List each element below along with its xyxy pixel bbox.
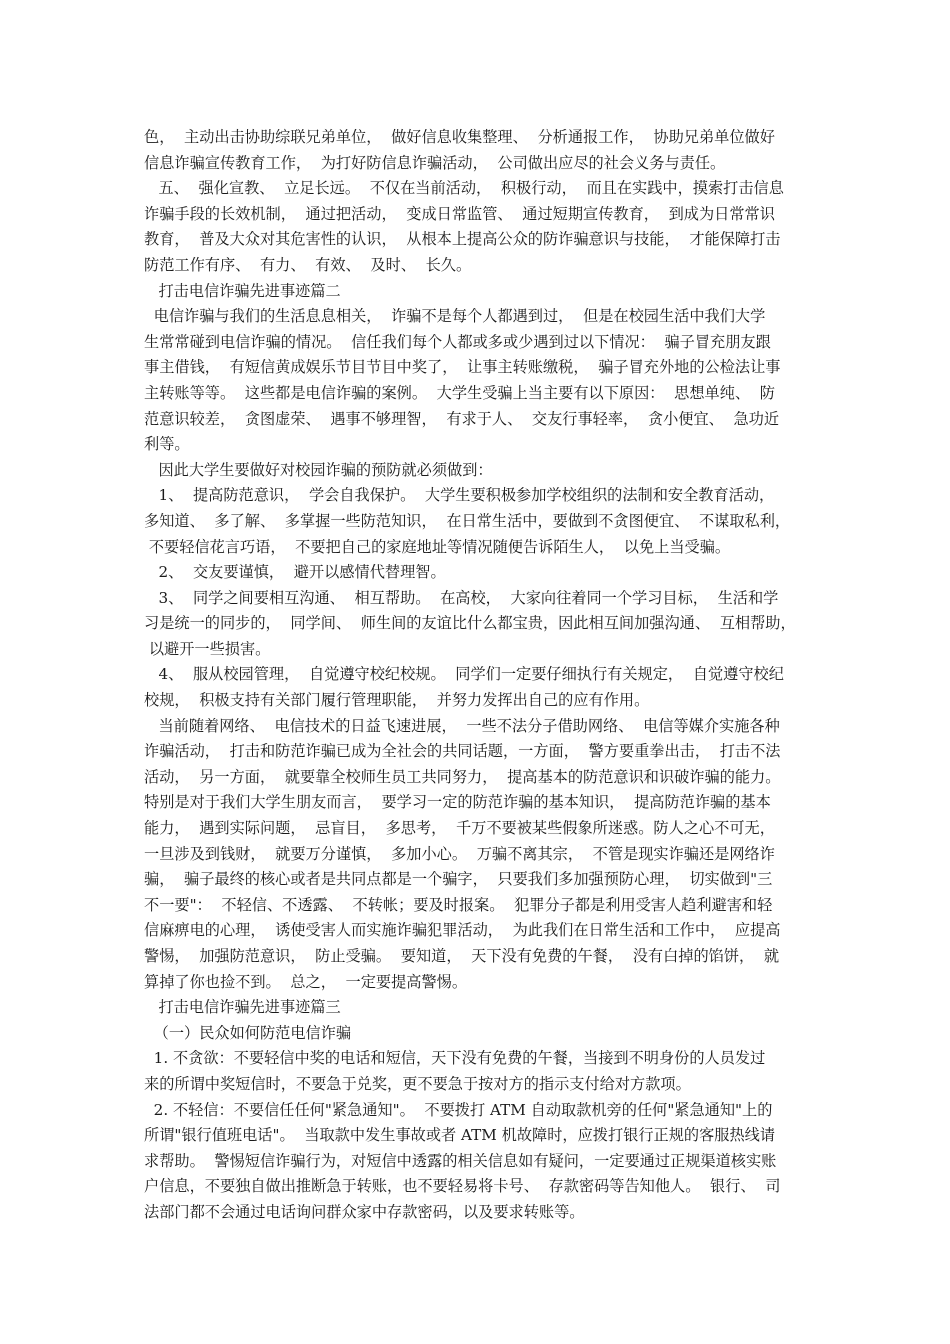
text-line: 来的所谓中奖短信时，不要急于兑奖，更不要急于按对方的指示支付给对方款项。 [144, 1074, 691, 1093]
text-line: 4、 服从校园管理， 自觉遵守校纪校规。 同学们一定要仔细执行有关规定， 自觉遵守校纪 [144, 665, 784, 684]
text-line: 法部门都不会通过电话询问群众家中存款密码，以及要求转账等。 [144, 1202, 585, 1221]
text-line: 户信息，不要独自做出推断急于转账，也不要轻易将卡号、 存款密码等告知他人。 银行、 司 [144, 1177, 781, 1196]
text-line: 信息诈骗宣传教育工作， 为打好防信息诈骗活动， 公司做出应尽的社会义务与责任。 [144, 153, 726, 172]
text-line: 多知道、 多了解、 多掌握一些防范知识， 在日常生活中，要做到不贪图便宜、 不谋取私利， [144, 511, 791, 530]
text-line: 五、 强化宣教、 立足长远。 不仅在当前活动， 积极行动， 而且在实践中，摸索打击信息 [144, 179, 784, 198]
text-line: 校规， 积极支持有关部门履行管理职能， 并努力发挥出自己的应有作用。 [144, 691, 650, 710]
text-line: 算掉了你也捡不到。 总之， 一定要提高警惕。 [144, 972, 468, 991]
document-page [144, 125, 812, 1226]
text-line: 习是统一的同步的， 同学间、 师生间的友谊比什么都宝贵，因此相互间加强沟通、 互相帮助， [144, 614, 796, 633]
text-line: 主转账等等。 这些都是电信诈骗的案例。 大学生受骗上当主要有以下原因： 思想单纯、 防 [144, 383, 775, 402]
text-line: 因此大学生要做好对校园诈骗的预防就必须做到： [144, 460, 493, 479]
text-line: 诈骗手段的长效机制， 通过把活动， 变成日常监管、 通过短期宣传教育， 到成为日常常识 [144, 204, 775, 223]
text-line: 利等。 [144, 435, 190, 454]
subsection-heading: （一）民众如何防范电信诈骗 [144, 1023, 352, 1042]
text-line: 1. 不贪欲：不要轻信中奖的电话和短信，天下没有免费的午餐，当接到不明身份的人员发过 [144, 1049, 766, 1068]
section-heading: 打击电信诈骗先进事迹篇二 [144, 281, 341, 300]
text-line: 当前随着网络、 电信技术的日益飞速进展， 一些不法分子借助网络、 电信等媒介实施各种 [144, 716, 780, 735]
text-line: 能力， 遇到实际问题， 忌盲目， 多思考， 千万不要被某些假象所迷惑。防人之心不可无， [144, 819, 775, 838]
text-line: 教育， 普及大众对其危害性的认识， 从根本上提高公众的防诈骗意识与技能， 才能保障打击 [144, 230, 781, 249]
text-line: 一旦涉及到钱财， 就要万分谨慎， 多加小心。 万骗不离其宗， 不管是现实诈骗还是网络诈 [144, 844, 775, 863]
text-line: 2. 不轻信：不要信任任何"紧急通知"。 不要拨打 ATM 自动取款机旁的任何"紧急通知"上的 [144, 1100, 773, 1119]
text-line: 骗， 骗子最终的核心或者是共同点都是一个骗字， 只要我们多加强预防心理， 切实做到"三 [144, 870, 773, 889]
text-line: 防范工作有序、 有力、 有效、 及时、 长久。 [144, 255, 472, 274]
text-line: 色， 主动出击协助综联兄弟单位， 做好信息收集整理、 分析通报工作， 协助兄弟单位做好 [144, 128, 775, 146]
text-line: 不一要"： 不轻信、不透露、 不转帐；要及时报案。 犯罪分子都是利用受害人趋利避害和轻 [144, 895, 773, 914]
text-line: 活动， 另一方面， 就要靠全校师生员工共同努力， 提高基本的防范意识和识破诈骗的能力。 [144, 767, 781, 786]
text-line: 2、 交友要谨慎， 避开以感情代替理智。 [144, 563, 446, 582]
text-line: 范意识较差， 贪图虚荣、 遇事不够理智， 有求于人、 交友行事轻率， 贪小便宜、 急功近 [144, 409, 780, 428]
text-line: 事主借钱， 有短信黄成娱乐节目节目中奖了， 让事主转账缴税， 骗子冒充外地的公检法让事 [144, 358, 781, 377]
text-line: 求帮助。 警惕短信诈骗行为，对短信中透露的相关信息如有疑问，一定要通过正规渠道核实账 [144, 1151, 777, 1170]
section-heading: 打击电信诈骗先进事迹篇三 [144, 998, 341, 1017]
text-line: 不要轻信花言巧语， 不要把自己的家庭地址等情况随便告诉陌生人， 以免上当受骗。 [144, 537, 731, 556]
text-line: 以避开一些损害。 [144, 639, 271, 658]
text-line: 3、 同学之间要相互沟通、 相互帮助。 在高校， 大家向往着同一个学习目标， 生活和学 [144, 588, 779, 607]
text-line: 警惕， 加强防范意识， 防止受骗。 要知道， 天下没有免费的午餐， 没有白掉的馅饼， 就 [144, 947, 780, 965]
text-line: 特别是对于我们大学生朋友而言， 要学习一定的防范诈骗的基本知识， 提高防范诈骗的基本 [144, 793, 771, 812]
text-line: 所谓"银行值班电话"。 当取款中发生事故或者 ATM 机故障时，应拨打银行正规的客服热线请 [144, 1126, 776, 1145]
text-line: 电信诈骗与我们的生活息息相关， 诈骗不是每个人都遇到过， 但是在校园生活中我们大学 [144, 307, 766, 326]
text-line: 信麻痹电的心理， 诱使受害人而实施诈骗犯罪活动， 为此我们在日常生活和工作中， 应提高 [144, 921, 781, 940]
text-line: 1、 提高防范意识， 学会自我保护。 大学生要积极参加学校组织的法制和安全教育活动， [144, 486, 775, 505]
text-line: 诈骗活动， 打击和防范诈骗已成为全社会的共同话题，一方面， 警方要重拳出击， 打击不法 [144, 742, 781, 761]
text-line: 生常常碰到电信诈骗的情况。 信任我们每个人都或多或少遇到过以下情况： 骗子冒充朋友跟 [144, 332, 771, 351]
